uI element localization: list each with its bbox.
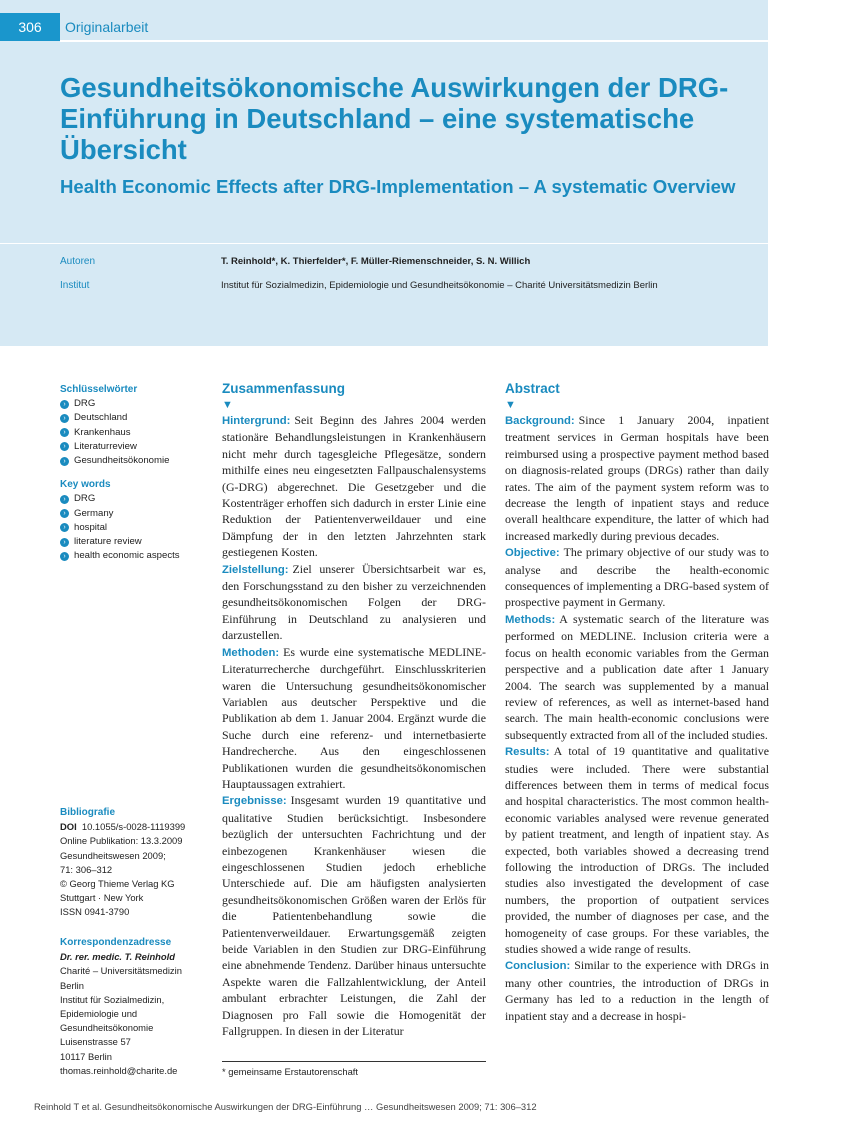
header-band <box>0 0 768 346</box>
page-subtitle: Health Economic Effects after DRG-Implementation – A systematic Overview <box>60 176 736 197</box>
bibliography-line: 71: 306–312 <box>60 863 113 875</box>
email-line: Charité – Universitätsmedizin <box>60 965 182 977</box>
arrow-down-icon: ▼ <box>505 399 516 411</box>
page-number: 306 <box>0 13 60 41</box>
de-keyword <box>60 426 210 440</box>
paragraph-label: Ergebnisse: <box>222 795 287 808</box>
email-line: Epidemiologie und <box>60 1008 138 1020</box>
email-line: 10117 Berlin <box>60 1050 112 1062</box>
zusammenfassung-heading: Zusammenfassung <box>222 381 346 396</box>
zusammenfassung-paragraph <box>222 412 486 561</box>
correspondence <box>60 936 215 1078</box>
doi-value[interactable]: 10.1055/s-0028-1119399 <box>81 821 186 833</box>
abstract-paragraph <box>505 611 769 743</box>
arrow-down-icon: ▼ <box>222 399 233 411</box>
keyword-label: Krankenhaus <box>74 426 131 438</box>
abstract-paragraph <box>505 957 769 1024</box>
paragraph-label: Zielstellung: <box>222 563 289 576</box>
footnote-divider <box>222 1061 486 1062</box>
bibliography-line: ISSN 0941-3790 <box>60 906 130 918</box>
correspondence-heading: Korrespondenzadresse <box>60 937 172 948</box>
keyword-label: Gesundheitsökonomie <box>74 455 170 467</box>
paragraph-text: A systematic search of the literature was performed on MEDLINE. Inclusion criteria were a focus on health economic variables from the German perspective and a publication date after 1 January 2004. The search was supplemented by a manual review of references, as well as internet-based hand search. The main health-economic conclusions were subsequently extracted from all of the included studies. <box>505 611 769 742</box>
keywords-sidebar <box>60 383 210 563</box>
abstract-heading: Abstract <box>505 381 560 396</box>
paragraph-label: Results: <box>505 746 550 759</box>
keywords-de-list <box>60 397 210 468</box>
keyword-label: literature review <box>74 536 142 548</box>
keyword-label: health economic aspects <box>74 550 180 562</box>
keywords-en-list <box>60 492 210 563</box>
abstract-paragraph <box>505 544 769 611</box>
paragraph-text: A total of 19 quantitative and qualitative studies were included. There were substantial differences between them in terms of medical focus and hospital characteristics. The most common health-economic variables analysed were revenue generated by patient treatment, and length of inpatient stay. As expected, both variables showed a decreasing trend following the introduction of DRGs. The included studies also investigated the development of case numbers, the proportion of outpatient services provided, the number of diagnoses per case, and the homogeneity of case groups. For these variables, the studies showed a wide range of results. <box>505 744 769 956</box>
institute: Institut für Sozialmedizin, Epidemiologie und Gesundheitsökonomie – Charité Universitätsmedizin Berlin <box>221 280 658 291</box>
email-line: Luisenstrasse 57 <box>60 1036 131 1048</box>
email-line: Institut für Sozialmedizin, <box>60 993 165 1005</box>
zusammenfassung-paragraph <box>222 561 486 644</box>
chevron-right-icon: › <box>60 442 69 451</box>
keyword-label: Germany <box>74 507 114 519</box>
de-keyword <box>60 440 210 454</box>
authors-label: Autoren <box>60 256 96 267</box>
abstract-column <box>505 380 769 1024</box>
paragraph-label: Conclusion: <box>505 960 571 973</box>
doi-label: DOI <box>60 821 77 833</box>
paragraph-label: Objective: <box>505 547 560 560</box>
email-line: Berlin <box>60 979 84 991</box>
bibliography-line: Gesundheitswesen 2009; <box>60 849 166 861</box>
paragraph-label: Methods: <box>505 613 556 626</box>
chevron-right-icon: › <box>60 414 69 423</box>
section-label: Originalarbeit <box>65 19 149 35</box>
bibliography-line: Online Publikation: 13.3.2009 <box>60 835 183 847</box>
institute-label: Institut <box>60 280 90 291</box>
email-line[interactable]: thomas.reinhold@charite.de <box>60 1064 178 1076</box>
bibliography <box>60 806 215 920</box>
chevron-right-icon: › <box>60 509 69 518</box>
keyword-label: DRG <box>74 398 96 410</box>
paragraph-text: The primary objective of our study was to analyse and describe the health-economic consequences of implementing a DRG-based system of prospective payment in Germany. <box>505 545 769 610</box>
en-keyword <box>60 492 210 506</box>
email-line: Gesundheitsökonomie <box>60 1022 154 1034</box>
paragraph-text: Es wurde eine systematische MEDLINE-Literaturrecherche durchgeführt. Einschlusskriterien waren die Untersuchung gesundheitsökonomischer Variablen aus deutscher Perspektive und die Publikation ab dem 1. Januar 2004. Ergänzt wurde die Suche durch eine referenz- und internetbasierte Handrecherche. Aus den eingeschlossenen Publikationen wurden die gesundheitsökonomischen Hauptaussagen extrahiert. <box>222 644 486 791</box>
paragraph-label: Hintergrund: <box>222 415 291 427</box>
keyword-label: hospital <box>74 521 108 533</box>
en-keyword <box>60 507 210 521</box>
chevron-right-icon: › <box>60 457 69 466</box>
zusammenfassung-column <box>222 380 486 1039</box>
divider <box>60 40 768 42</box>
keywords-de-heading: Schlüsselwörter <box>60 384 138 395</box>
en-keyword <box>60 549 210 563</box>
de-keyword <box>60 454 210 468</box>
bibliography-line: Stuttgart · New York <box>60 892 144 904</box>
footnote: * gemeinsame Erstautorenschaft <box>222 1066 359 1077</box>
correspondence-name: Dr. rer. medic. T. Reinhold <box>60 951 175 963</box>
chevron-right-icon: › <box>60 428 69 437</box>
bibliography-line: © Georg Thieme Verlag KG <box>60 878 175 890</box>
keyword-label: Literaturreview <box>74 440 137 452</box>
zusammenfassung-paragraph <box>222 644 486 793</box>
paragraph-text: Seit Beginn des Jahres 2004 werden stationäre Behandlungsleistungen in Krankenhäusern nicht mehr durch tagesgleiche Pflegesätze, sondern mithilfe eines neu eingesetzten Fallpauschalensystems (G-DRG) abgerechnet. Die Gesetzgeber und die Kostenträger erhoffen sich dadurch in erster Linie eine Reduktion der Patientenverweildauer und eine Dämpfung der in den letzten Jahrzehnten stark gestiegenen Kosten. <box>222 413 486 560</box>
keyword-label: DRG <box>74 493 96 505</box>
paragraph-text: Insgesamt wurden 19 quantitative und qualitative Studien berücksichtigt. Insbesondere bezüglich der untersuchten Fachrichtung und der einbezogenen Krankenhäuser wiesen die eingeschlossenen Studien jedoch erhebliche Unterschiede auf. Die am häufigsten analysierten gesundheitsökonomischen Größen waren der Erlös für die Patientenbehandlung sowie die Patientenverweildauer. Erwartungsgemäß zeigten beide Variablen in den Studien zur DRG-Einführung eine abnehmende Tendenz. Darüber hinaus untersuchte Aspekte waren die Fallzahlentwicklung, der Anteil ambulant erbrachter Leistungen, die Zahl der Diagnosen pro Fall sowie die Homogenität der Fallgruppen. In diesen in der Literatur <box>222 793 486 1039</box>
doi-line <box>60 820 215 834</box>
en-keyword <box>60 535 210 549</box>
de-keyword <box>60 397 210 411</box>
chevron-right-icon: › <box>60 552 69 561</box>
authors: T. Reinhold*, K. Thierfelder*, F. Müller-Riemenschneider, S. N. Willich <box>221 256 531 267</box>
keywords-en-heading: Key words <box>60 479 111 491</box>
de-keyword <box>60 411 210 425</box>
page-footer: Reinhold T et al. Gesundheitsökonomische Auswirkungen der DRG-Einführung … Gesundheitswesen 2009; 71: 306–312 <box>34 1101 537 1112</box>
page-title: Gesundheitsökonomische Auswirkungen der DRG-Einführung in Deutschland – eine systematische Übersicht <box>60 72 729 165</box>
abstract-paragraph <box>505 743 769 957</box>
paragraph-text: Ziel unserer Übersichtsarbeit war es, den Forschungsstand zu den bisher zu verzeichnenden gesundheitsökonomischen Folgen der DRG-Einführung in Deutschland zu analysieren und darzustellen. <box>222 561 486 643</box>
chevron-right-icon: › <box>60 523 69 532</box>
paragraph-text: Since 1 January 2004, inpatient treatment services in German hospitals have been reimbursed using a prospective payment method based on diagnosis-related groups (DRGs) rather than daily rates. The aim of the payment system reform was to decrease the length of inpatient stays and reduce overall healthcare expenditure, the latter of which had increased markedly during previous decades. <box>505 413 769 543</box>
paragraph-text: Similar to the experience with DRGs in many other countries, the introduction of DRGs in Germany has led to a reduction in the length of inpatient stay and a decrease in hospi- <box>505 958 769 1023</box>
chevron-right-icon: › <box>60 538 69 547</box>
zusammenfassung-paragraph <box>222 792 486 1039</box>
paragraph-label: Background: <box>505 415 575 427</box>
bibliography-heading: Bibliografie <box>60 807 116 818</box>
keyword-label: Deutschland <box>74 412 128 424</box>
divider <box>0 243 768 244</box>
paragraph-label: Methoden: <box>222 646 280 659</box>
abstract-paragraph <box>505 412 769 544</box>
chevron-right-icon: › <box>60 400 69 409</box>
en-keyword <box>60 521 210 535</box>
chevron-right-icon: › <box>60 495 69 504</box>
